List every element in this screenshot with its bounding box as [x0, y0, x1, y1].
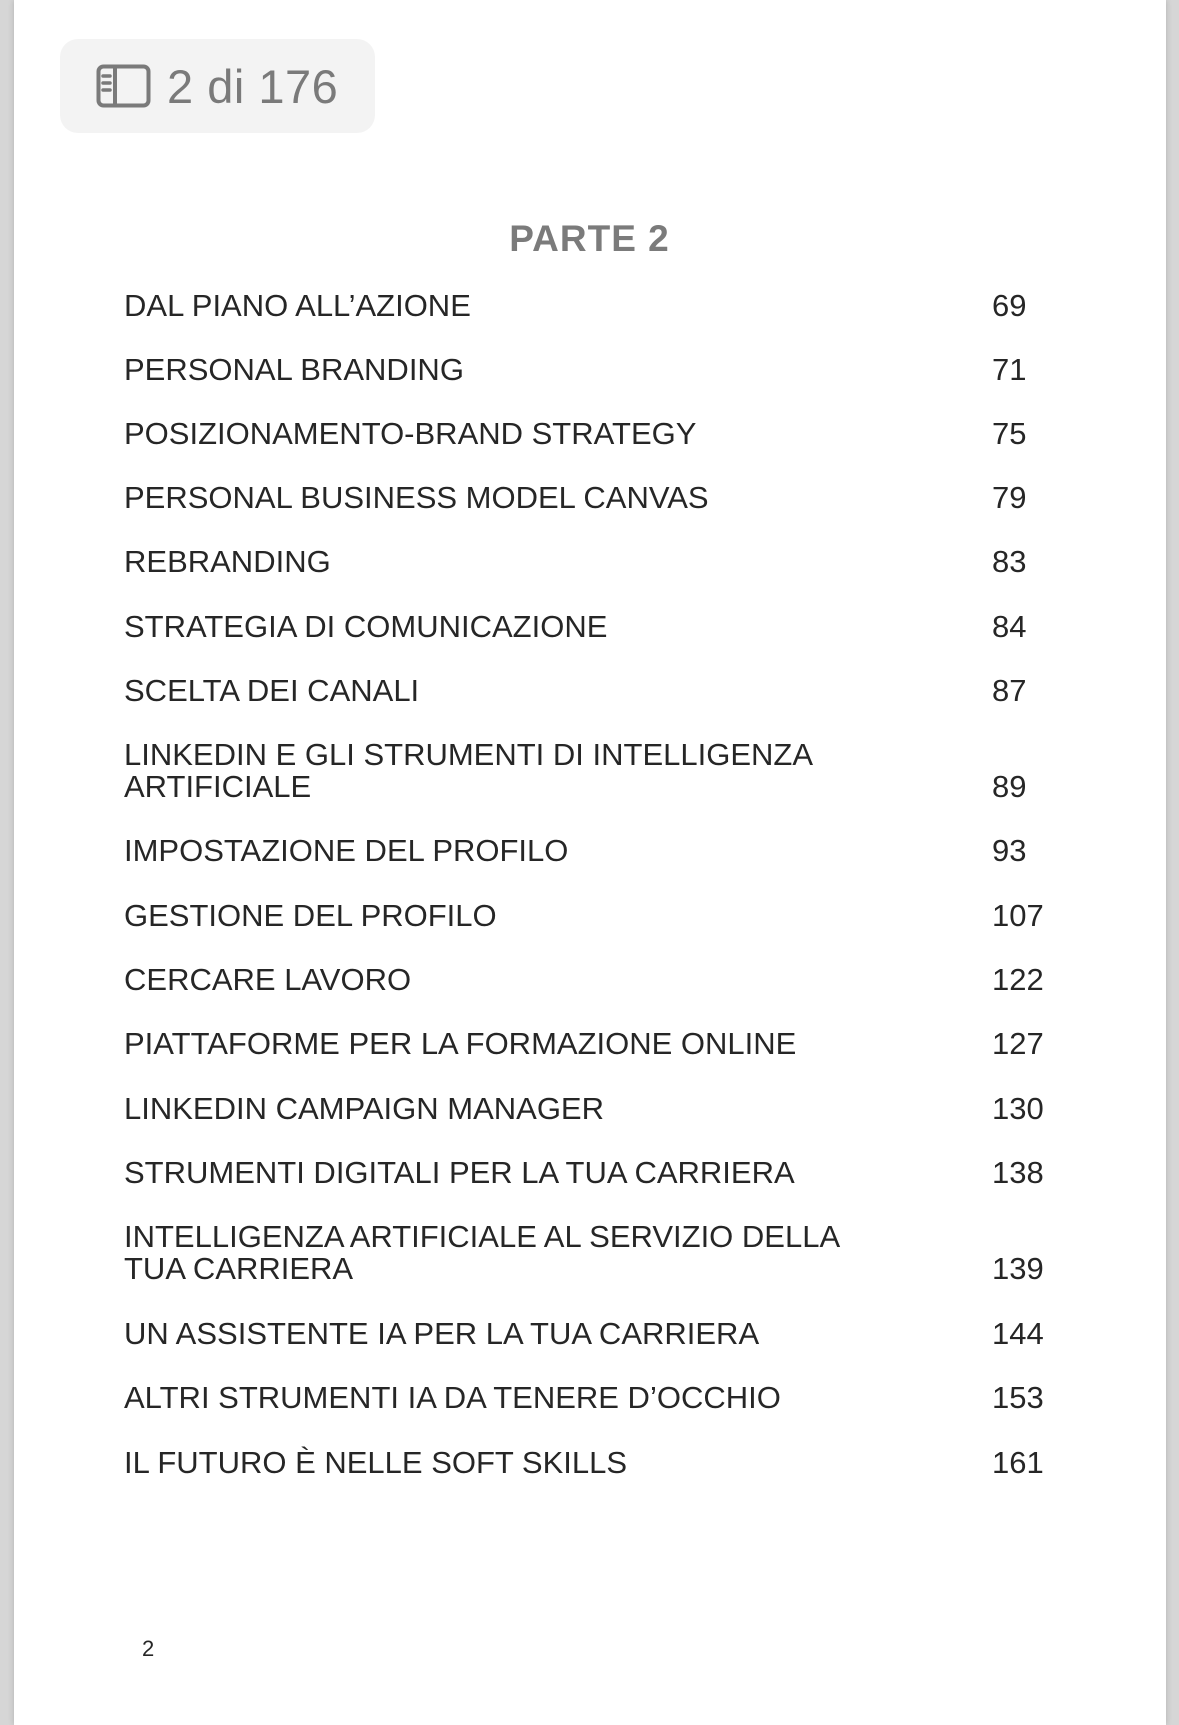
toc-entry-title: PERSONAL BUSINESS MODEL CANVAS — [124, 480, 709, 515]
toc-entry[interactable] — [124, 1221, 1044, 1285]
toc-entry-page: 83 — [992, 544, 1027, 579]
page-indicator-button[interactable] — [60, 39, 375, 133]
toc-entry[interactable] — [124, 675, 1044, 707]
toc-entry[interactable] — [124, 290, 1044, 322]
toc-entry-page: 69 — [992, 288, 1027, 323]
toc-entry[interactable] — [124, 1157, 1044, 1189]
toc-entry-page: 127 — [992, 1026, 1044, 1061]
toc-entry[interactable] — [124, 482, 1044, 514]
toc-entry-title: LINKEDIN CAMPAIGN MANAGER — [124, 1091, 605, 1126]
toc-entry-page: 122 — [992, 962, 1044, 997]
toc-entry-title: INTELLIGENZA ARTIFICIALE AL SERVIZIO DELLA TUA CARRIERA — [124, 1219, 841, 1286]
toc-entry-page: 89 — [992, 769, 1027, 804]
toc-entry-page: 138 — [992, 1155, 1044, 1190]
toc-entry[interactable] — [124, 739, 1044, 803]
toc-entry-page: 84 — [992, 609, 1027, 644]
toc-entry-title: REBRANDING — [124, 544, 331, 579]
toc-entry[interactable] — [124, 900, 1044, 932]
toc-entry-page: 153 — [992, 1380, 1044, 1415]
toc-entry[interactable] — [124, 1093, 1044, 1125]
toc-entry[interactable] — [124, 354, 1044, 386]
toc-entry[interactable] — [124, 611, 1044, 643]
toc-entry-page: 75 — [992, 416, 1027, 451]
toc-entry[interactable] — [124, 1447, 1044, 1479]
toc-entry-page: 139 — [992, 1251, 1044, 1286]
toc-entry[interactable] — [124, 1028, 1044, 1060]
sidebar-toggle-icon — [96, 64, 151, 108]
toc-entry-title: STRUMENTI DIGITALI PER LA TUA CARRIERA — [124, 1155, 795, 1190]
page-footer-number: 2 — [142, 1636, 155, 1661]
toc-entry-title: PIATTAFORME PER LA FORMAZIONE ONLINE — [124, 1026, 797, 1061]
toc-entry[interactable] — [124, 1382, 1044, 1414]
toc-entry[interactable] — [124, 835, 1044, 867]
toc-entry-title: POSIZIONAMENTO-BRAND STRATEGY — [124, 416, 697, 451]
toc-entry-page: 93 — [992, 833, 1027, 868]
toc-entry-title: PERSONAL BRANDING — [124, 352, 464, 387]
toc-entry-title: STRATEGIA DI COMUNICAZIONE — [124, 609, 608, 644]
toc-section-title: PARTE 2 — [509, 218, 670, 259]
toc-entry-title: ALTRI STRUMENTI IA DA TENERE D’OCCHIO — [124, 1380, 781, 1415]
toc-entry-title: GESTIONE DEL PROFILO — [124, 898, 497, 933]
toc-entry-page: 144 — [992, 1316, 1044, 1351]
toc-entry-title: IMPOSTAZIONE DEL PROFILO — [124, 833, 569, 868]
toc-entry-page: 161 — [992, 1445, 1044, 1480]
toc-entry-title: DAL PIANO ALL’AZIONE — [124, 288, 471, 323]
toc-entry-page: 130 — [992, 1091, 1044, 1126]
toc-entry-page: 71 — [992, 352, 1027, 387]
toc-entry-title: UN ASSISTENTE IA PER LA TUA CARRIERA — [124, 1316, 760, 1351]
toc-entry-title: CERCARE LAVORO — [124, 962, 412, 997]
page-indicator-label: 2 di 176 — [167, 59, 339, 113]
toc-entry-page: 79 — [992, 480, 1027, 515]
toc-entry-title: LINKEDIN E GLI STRUMENTI DI INTELLIGENZA ARTIFICIALE — [124, 737, 814, 804]
toc-entry[interactable] — [124, 1318, 1044, 1350]
toc-entry[interactable] — [124, 418, 1044, 450]
toc-entry-title: SCELTA DEI CANALI — [124, 673, 420, 708]
toc-entry[interactable] — [124, 964, 1044, 996]
toc-entry-title: IL FUTURO È NELLE SOFT SKILLS — [124, 1445, 628, 1480]
toc-entry-page: 107 — [992, 898, 1044, 933]
toc-entry-page: 87 — [992, 673, 1027, 708]
toc-entry[interactable] — [124, 546, 1044, 578]
